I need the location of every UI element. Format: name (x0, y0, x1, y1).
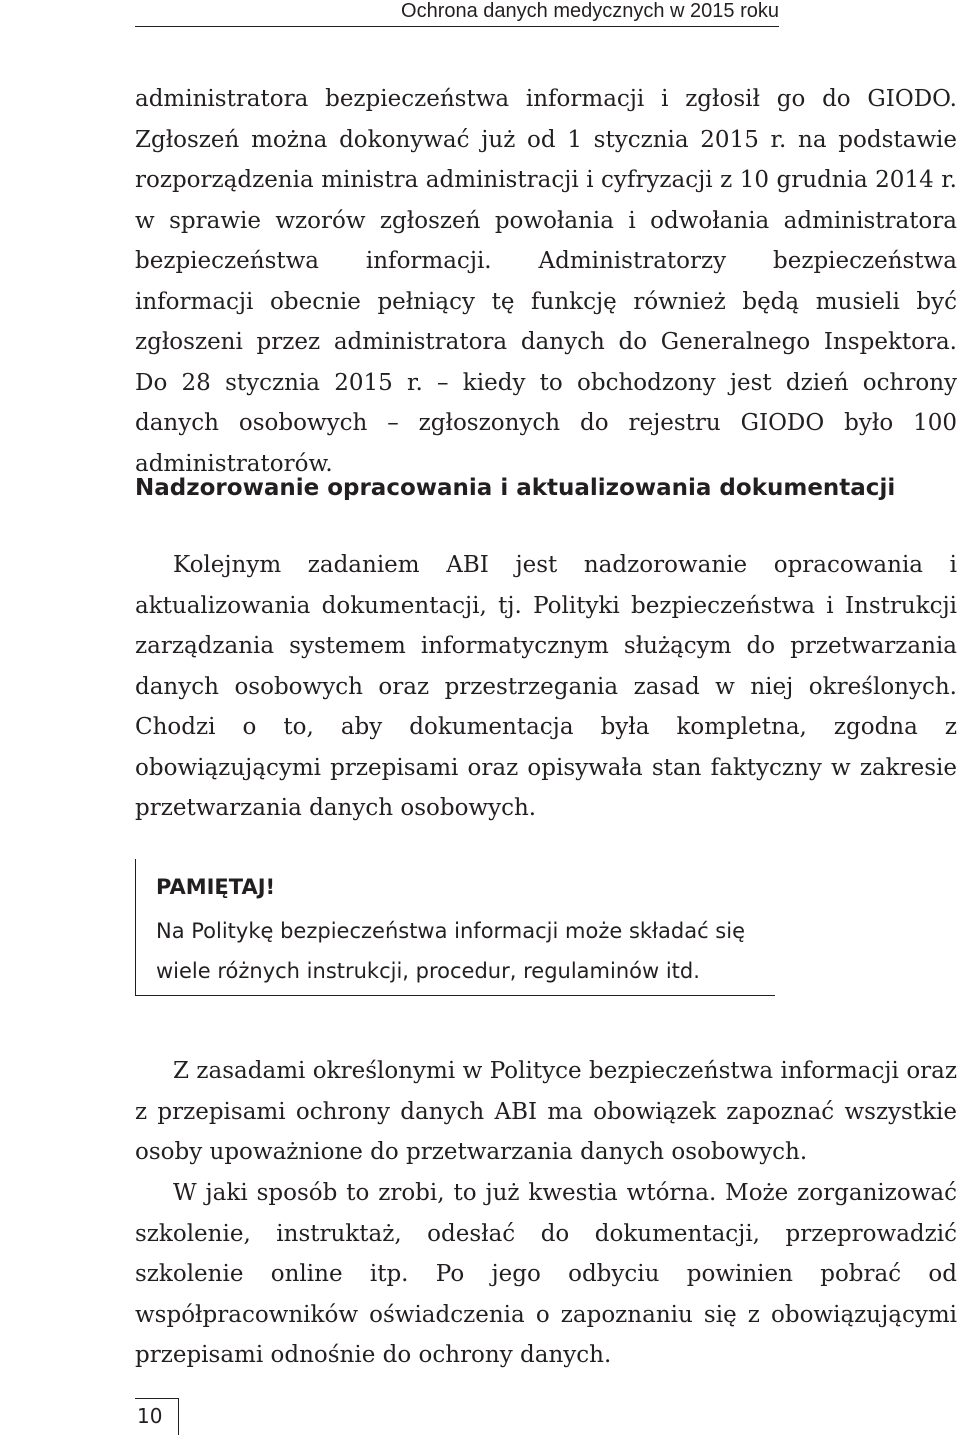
body-paragraph-1: administratora bezpieczeństwa informacji i zgłosił go do GIODO. Zgłoszeń można dokonywać już od 1 stycznia 2015 r. na podstawie rozporządzenia ministra administracji i cyfryzacji z 10 grudnia 2014 r. w sprawie wzorów zgłoszeń powołania i odwołania administratora bezpieczeństwa informacji. Administratorzy bezpieczeństwa informacji obecnie pełniący tę funkcję również będą musieli być zgłoszeni przez administratora danych do Generalnego Inspektora. Do 28 stycznia 2015 r. – kiedy to obchodzony jest dzień ochrony danych osobowych – zgłoszonych do rejestru GIODO było 100 administratorów. (135, 86, 957, 477)
reminder-title: PAMIĘTAJ! (156, 875, 276, 899)
page-number: 10 (135, 1398, 179, 1435)
running-header-title: Ochrona danych medycznych w 2015 roku (401, 0, 779, 22)
section-heading: Nadzorowanie opracowania i aktualizowania dokumentacji (135, 475, 896, 501)
running-header (135, 0, 779, 27)
reminder-text: Na Politykę bezpieczeństwa informacji może składać się wiele różnych instrukcji, procedur, regulaminów itd. (156, 919, 745, 983)
body-paragraph-3: Z zasadami określonymi w Polityce bezpieczeństwa informacji oraz z przepisami ochrony danych ABI ma obowiązek zapoznać wszystkie osoby upoważnione do przetwarzania danych osobowych. (135, 1058, 957, 1165)
body-paragraph-4: W jaki sposób to zrobi, to już kwestia wtórna. Może zorganizować szkolenie, instruktaż, odesłać do dokumentacji, przeprowadzić szkolenie online itp. Po jego odbyciu powinien pobrać od współpracowników oświadczenia o zapoznaniu się z obowiązującymi przepisami odnośnie do ochrony danych. (135, 1180, 957, 1368)
body-paragraph-2: Kolejnym zadaniem ABI jest nadzorowanie opracowania i aktualizowania dokumentacji, tj. Polityki bezpieczeństwa i Instrukcji zarządzania systemem informatycznym służącym do przetwarzania danych osobowych oraz przestrzegania zasad w niej określonych. Chodzi o to, aby dokumentacja była kompletna, zgodna z obowiązującymi przepisami oraz opisywała stan faktyczny w zakresie przetwarzania danych osobowych. (135, 552, 957, 821)
reminder-box (135, 859, 775, 996)
